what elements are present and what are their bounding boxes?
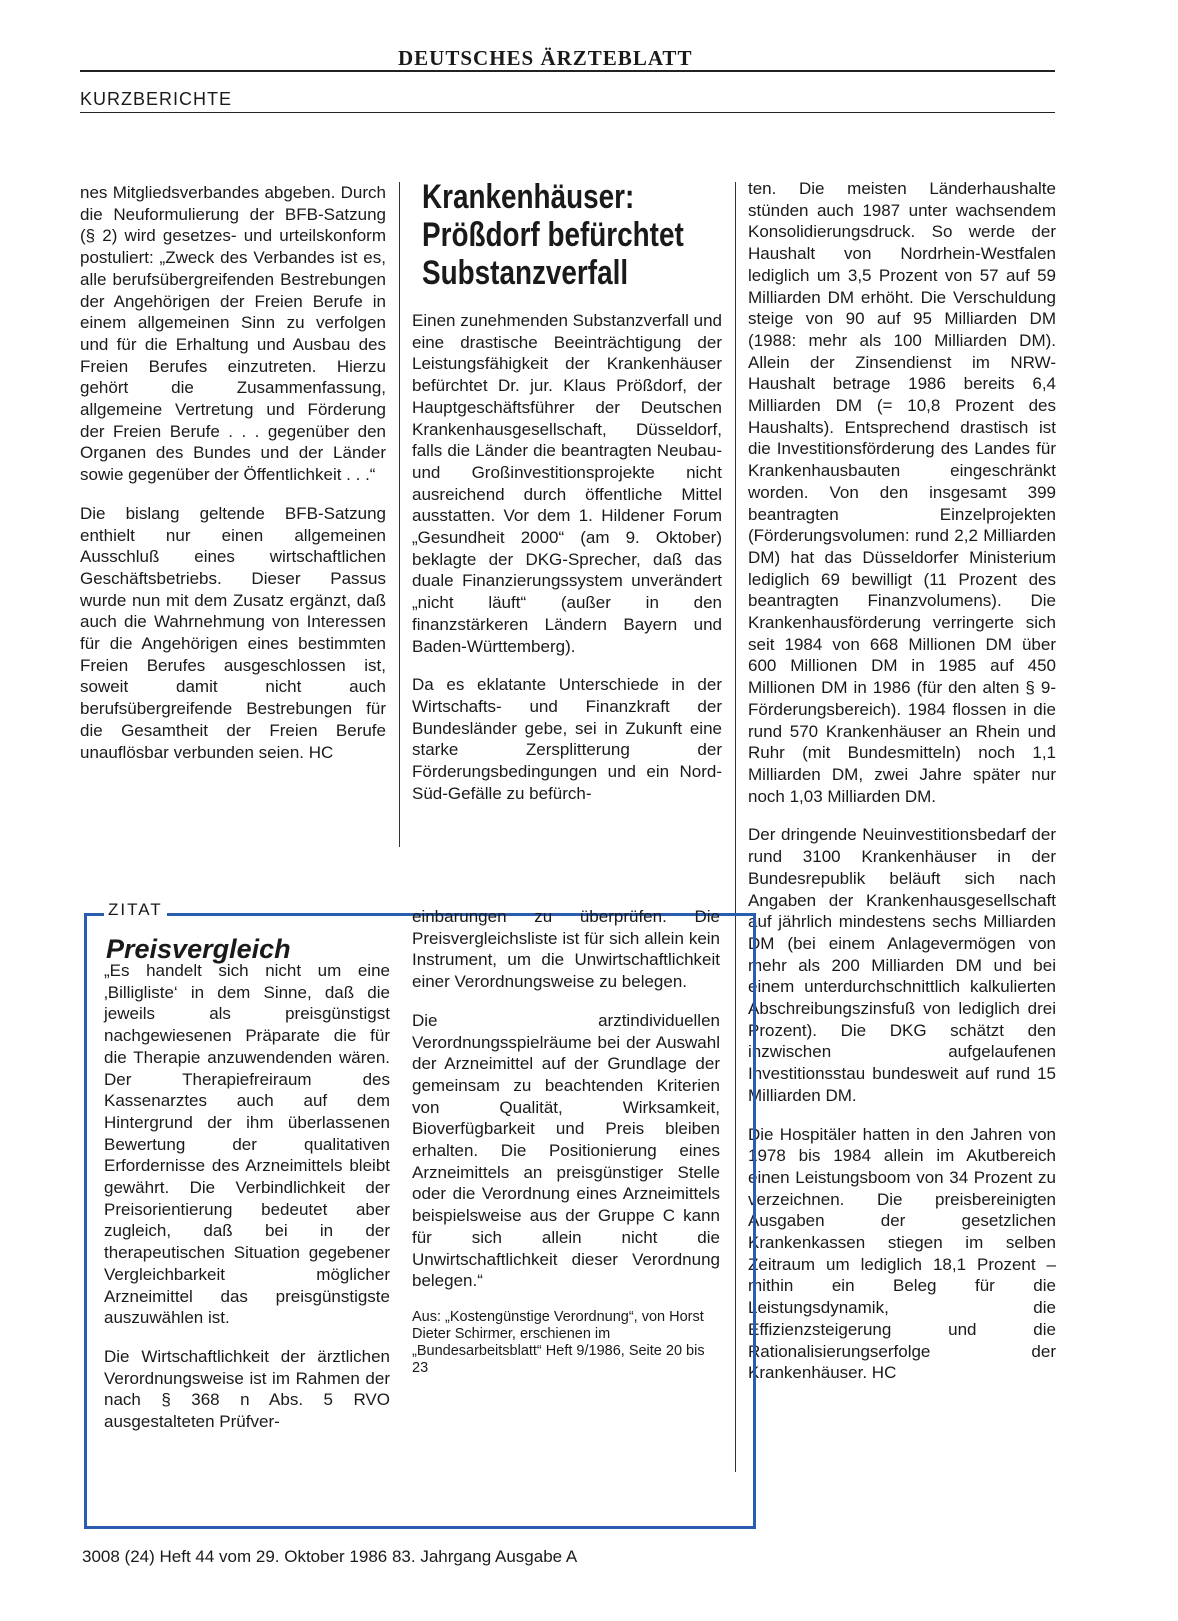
zitat-label: ZITAT — [104, 900, 167, 920]
zitat-right-paragraph-1: einbarungen zu überprüfen. Die Preisvergleichsliste ist für sich allein kein Instrument, um die Unwirtschaftlichkeit einer Verordnungsweise zu belegen. — [412, 907, 720, 992]
left-paragraph-1: nes Mitgliedsverbandes abgeben. Durch die Neuformulierung der BFB-Satzung (§ 2) wird gesetzes- und urteilskonform postuliert: „Zweck des Verbandes ist es, alle berufsübergreifenden Bestrebungen der Angehörigen der Freien Berufe in einem allgemeinen Sinn zu verfolgen und für die Erhaltung und Ausbau des Freien Berufes einzutreten. Hierzu gehört die Zusammenfassung, allgemeine Vertretung und Förderung der Freien Berufe . . . gegenüber den Organen des Bundes und der Länder sowie gegenüber der Öffentlichkeit . . .“ — [80, 183, 386, 485]
zitat-right-column — [412, 906, 720, 1394]
headline-line-2: Prößdorf befürchtet — [422, 216, 684, 254]
right-paragraph-2: Der dringende Neuinvestitionsbedarf der rund 3100 Krankenhäuser in der Bundesrepublik beläuft sich nach Angaben der Krankenhausgesellschaft auf jährlich mindestens sechs Milliarden DM (bei einem Anlagevermögen von mehr als 200 Milliarden DM und bei einem unterdurchschnittlich kalkulierten Abschreibungszinsfuß von lediglich drei Prozent). Die DKG schätzt den inzwischen aufgelaufenen Investitionsstau bundesweit auf rund 15 Milliarden DM. — [748, 825, 1056, 1105]
column-divider-left — [399, 182, 400, 847]
left-column — [80, 182, 386, 780]
right-paragraph-3: Die Hospitäler hatten in den Jahren von 1978 bis 1984 allein im Akutbereich einen Leistungsboom von 34 Prozent zu verzeichnen. Die preisbereinigten Ausgaben der gesetzlichen Krankenkassen stiegen im selben Zeitraum um lediglich 18,1 Prozent – mithin ein Beleg für die Leistungsdynamik, die Effizienzsteigerung und die Rationalisierungserfolge der Krankenhäuser. HC — [748, 1124, 1056, 1383]
masthead: DEUTSCHES ÄRZTEBLATT — [398, 46, 693, 70]
headline-line-1: Krankenhäuser: — [422, 178, 635, 216]
article-headline — [422, 178, 684, 292]
zitat-left-paragraph-1: „Es handelt sich nicht um eine ‚Billigliste‘ in dem Sinne, daß die jeweils als preisgünstigst nachgewiesenen Präparate die für die Therapie anzuwendenden wären. Der Therapiefreiraum des Kassenarztes auch auf dem Hintergrund der ihm überlassenen Bewertung der qualitativen Erfordernisse des Arzneimittels bleibt gewährt. Die Verbindlichkeit der Preisorientierung bedeutet aber zugleich, daß bei in der therapeutischen Situation gegebener Vergleichbarkeit möglicher Arzneimittel das preisgünstigste auszuwählen ist. — [104, 961, 390, 1328]
zitat-source: Aus: „Kostengünstige Verordnung“, von Horst Dieter Schirmer, erschienen im „Bundesarbeitsblatt“ Heft 9/1986, Seite 20 bis 23 — [412, 1308, 705, 1376]
header-rule-top — [80, 70, 1055, 72]
middle-paragraph-1: Einen zunehmenden Substanzverfall und eine drastische Beeinträchtigung der Leistungsfähigkeit der Krankenhäuser befürchtet Dr. jur. Klaus Prößdorf, der Hauptgeschäftsführer der Deutschen Krankenhausgesellschaft, Düsseldorf, falls die Länder die beantragten Neubau- und Großinvestitionsprojekte nicht ausreichend durch öffentliche Mittel ausstatten. Vor dem 1. Hildener Forum „Gesundheit 2000“ (am 9. Oktober) beklagte der DKG-Sprecher, daß das duale Finanzierungssystem unverändert „nicht läuft“ (außer in den finanzstärkeren Ländern Bayern und Baden-Württemberg). — [412, 311, 722, 656]
zitat-left-paragraph-2: Die Wirtschaftlichkeit der ärztlichen Verordnungsweise ist im Rahmen der nach § 368 n Abs. 5 RVO ausgestalteten Prüfver- — [104, 1346, 390, 1432]
middle-paragraph-2: Da es eklatante Unterschiede in der Wirtschafts- und Finanzkraft der Bundesländer gebe, sei in Zukunft eine starke Zersplitterung der Förderungsbedingungen und ein Nord-Süd-Gefälle zu befürch- — [412, 675, 722, 803]
zitat-right-paragraph-2: Die arztindividuellen Verordnungsspielräume bei der Auswahl der Arzneimittel auf der Grundlage der gemeinsam zu beachtenden Kriterien von Qualität, Wirksamkeit, Bioverfügbarkeit und Preis bleiben erhalten. Die Positionierung eines Arzneimittels an preisgünstiger Stelle oder die Verordnung eines Arzneimittels beispielsweise aus der Gruppe C kann für sich allein nicht die Unwirtschaftlichkeit dieser Verordnung belegen.“ — [412, 1010, 720, 1291]
right-column — [748, 178, 1056, 1401]
page-footer: 3008 (24) Heft 44 vom 29. Oktober 1986 83. Jahrgang Ausgabe A — [82, 1547, 578, 1566]
zitat-title: Preisvergleich — [106, 934, 291, 964]
middle-column — [412, 310, 722, 821]
left-paragraph-2: Die bislang geltende BFB-Satzung enthielt nur einen allgemeinen Ausschluß eines wirtschaftlichen Geschäftsbetriebs. Dieser Passus wurde nun mit dem Zusatz ergänzt, daß auch die Wahrnehmung von Interessen für die Angehörigen eines bestimmten Freien Berufes ausgeschlossen ist, soweit damit nicht auch berufsübergreifende Bestrebungen für die Gesamtheit der Freien Berufe unauflösbar verbunden seien. HC — [80, 503, 386, 762]
headline-line-3: Substanzverfall — [422, 254, 629, 292]
right-paragraph-1: ten. Die meisten Länderhaushalte stünden auch 1987 unter wachsendem Konsolidierungsdruck. So werde der Haushalt von Nordrhein-Westfalen lediglich um 3,5 Prozent von 57 auf 59 Milliarden DM erhöht. Die Verschuldung steige von 90 auf 95 Milliarden DM (1988: mehr als 100 Milliarden DM). Allein der Zinsendienst im NRW-Haushalt betrage 1986 bereits 6,4 Milliarden DM (= 10,8 Prozent des Haushalts). Entsprechend drastisch ist die Investitionsförderung des Landes für Krankenhausbauten eingeschränkt worden. Von den insgesamt 399 beantragten Einzelprojekten (Förderungsvolumen: rund 2,2 Milliarden DM) hat das Düsseldorfer Ministerium lediglich 69 bewilligt (11 Prozent des beantragten Finanzvolumens). Die Krankenhausförderung verringerte sich seit 1984 von 668 Millionen DM über 600 Millionen DM in 1985 auf 450 Millionen DM in 1986 (für den alten § 9-Förderungsbereich). 1984 flossen in die rund 570 Krankenhäuser an Rhein und Ruhr (mit Bundesmitteln) noch 1,1 Milliarden DM, zwei Jahre später nur noch 1,03 Milliarden DM. — [748, 179, 1056, 806]
zitat-left-column — [104, 960, 390, 1450]
header-rule-bottom — [80, 112, 1055, 113]
section-label: KURZBERICHTE — [80, 89, 233, 109]
